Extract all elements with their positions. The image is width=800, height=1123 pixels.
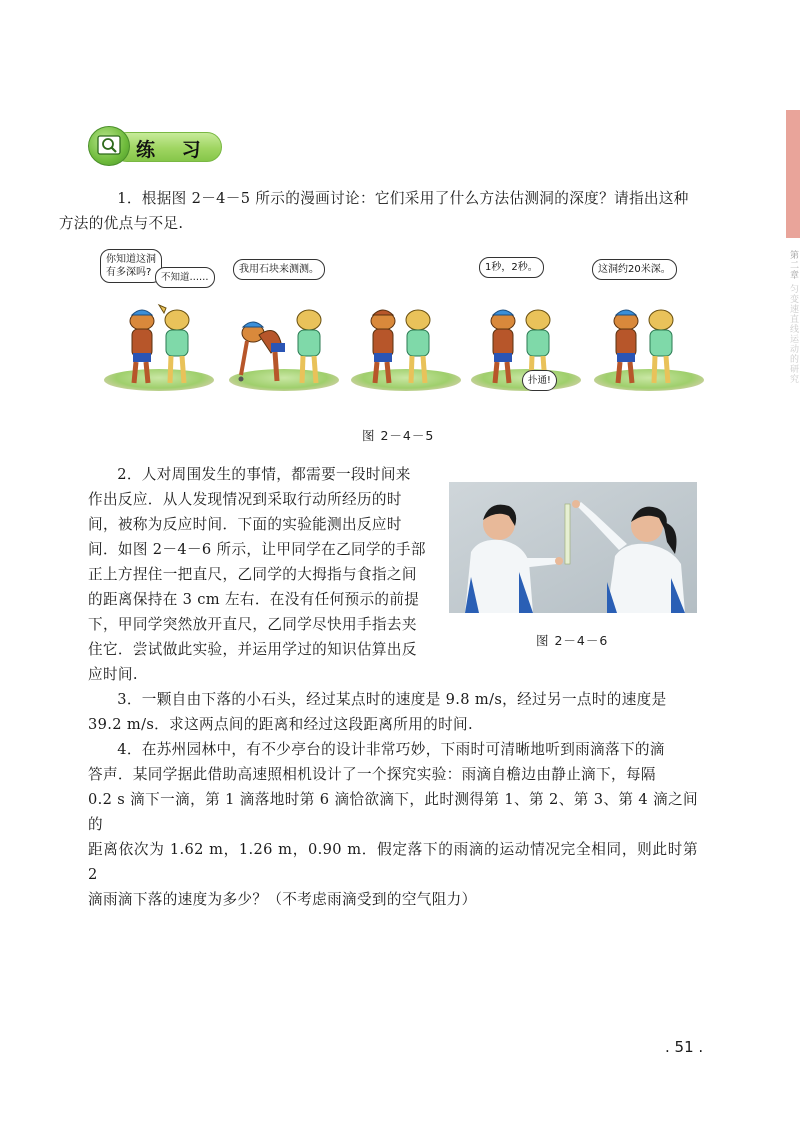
chapter-tab-label bbox=[786, 250, 800, 385]
question-2 bbox=[88, 462, 438, 687]
question-2-line: 正上方捏住一把直尺，乙同学的大拇指与食指之间 bbox=[88, 566, 417, 583]
magnifier-icon bbox=[88, 126, 130, 166]
speech-bubble-4: 1秒，2秒。 bbox=[479, 257, 544, 278]
speech-bubble-5: 这洞约20米深。 bbox=[592, 259, 677, 280]
question-4-line: 答声．某同学据此借助高速照相机设计了一个探究实验：雨滴自檐边由静止滴下，每隔 bbox=[88, 766, 656, 783]
reaction-time-photo bbox=[449, 482, 697, 613]
question-2-line: 住它．尝试做此实验，并运用学过的知识估算出反 bbox=[88, 641, 417, 658]
chapter-tab-chapter: 第二章 bbox=[788, 250, 798, 280]
figure-caption-2-4-5: 图 2－4－5 bbox=[362, 428, 435, 443]
question-4-line: 4．在苏州园林中，有不少亭台的设计非常巧妙，下雨时可清晰地听到雨滴落下的滴 bbox=[117, 741, 665, 758]
question-3-line-1: 3．一颗自由下落的小石头，经过某点时的速度是 9.8 m/s，经过另一点时的速度是 bbox=[117, 691, 667, 708]
dogs-listening-image bbox=[355, 293, 455, 393]
question-1-line-2: 方法的优点与不足. bbox=[58, 215, 184, 232]
comic-panel-4 bbox=[467, 245, 582, 395]
dog-characters-image bbox=[114, 293, 209, 393]
chapter-tab-subtitle: 匀变速直线运动的研究 bbox=[788, 283, 798, 384]
question-2-line: 作出反应．从人发现情况到采取行动所经历的时 bbox=[88, 491, 402, 508]
section-header bbox=[88, 126, 228, 164]
question-1 bbox=[58, 186, 698, 236]
figure-caption-2-4-6: 图 2－4－6 bbox=[536, 633, 609, 648]
question-1-line-1: 1．根据图 2－4－5 所示的漫画讨论：它们采用了什么方法估测洞的深度？请指出这种 bbox=[117, 190, 689, 207]
speech-bubble-2: 我用石块来测测。 bbox=[233, 259, 325, 280]
chapter-tab-color bbox=[786, 110, 800, 238]
question-2-line: 的距离保持在 3 cm 左右．在没有任何预示的前提 bbox=[88, 591, 420, 608]
question-2-line: 应时间. bbox=[88, 666, 138, 683]
dogs-concluding-image bbox=[598, 293, 698, 393]
comic-panel-3 bbox=[347, 245, 462, 395]
comic-panel-2 bbox=[225, 245, 340, 395]
speech-bubble-1b: 不知道…… bbox=[155, 267, 215, 288]
comic-panel-1 bbox=[100, 245, 215, 395]
question-2-line: 间，被称为反应时间．下面的实验能测出反应时 bbox=[88, 516, 402, 533]
question-3-line-2: 39.2 m/s．求这两点间的距离和经过这段距离所用的时间. bbox=[88, 716, 473, 733]
dog-dropping-stone-image bbox=[231, 293, 336, 393]
question-2-line: 2．人对周围发生的事情，都需要一段时间来 bbox=[117, 466, 411, 483]
section-title: 练 习 bbox=[136, 139, 211, 161]
question-4-line: 0.2 s 滴下一滴，第 1 滴落地时第 6 滴恰欲滴下，此时测得第 1、第 2、第 3、第 4 滴之间的 bbox=[88, 791, 698, 833]
sound-bubble-4: 扑通! bbox=[522, 370, 557, 391]
question-3 bbox=[88, 687, 698, 737]
question-2-line: 下，甲同学突然放开直尺，乙同学尽快用手指去夹 bbox=[88, 616, 417, 633]
question-4-line: 滴雨滴下落的速度为多少？（不考虑雨滴受到的空气阻力） bbox=[88, 891, 477, 908]
comic-panel-5 bbox=[590, 245, 705, 395]
question-2-line: 间．如图 2－4－6 所示，让甲同学在乙同学的手部 bbox=[88, 541, 426, 558]
page-number: . 51 . bbox=[665, 1038, 704, 1056]
speech-bubble-1: 你知道这洞 有多深吗? bbox=[100, 249, 162, 283]
comic-strip bbox=[95, 245, 715, 405]
question-4 bbox=[88, 737, 698, 912]
question-4-line: 距离依次为 1.62 m，1.26 m，0.90 m．假定落下的雨滴的运动情况完全相同，则此时第 2 bbox=[88, 841, 698, 883]
